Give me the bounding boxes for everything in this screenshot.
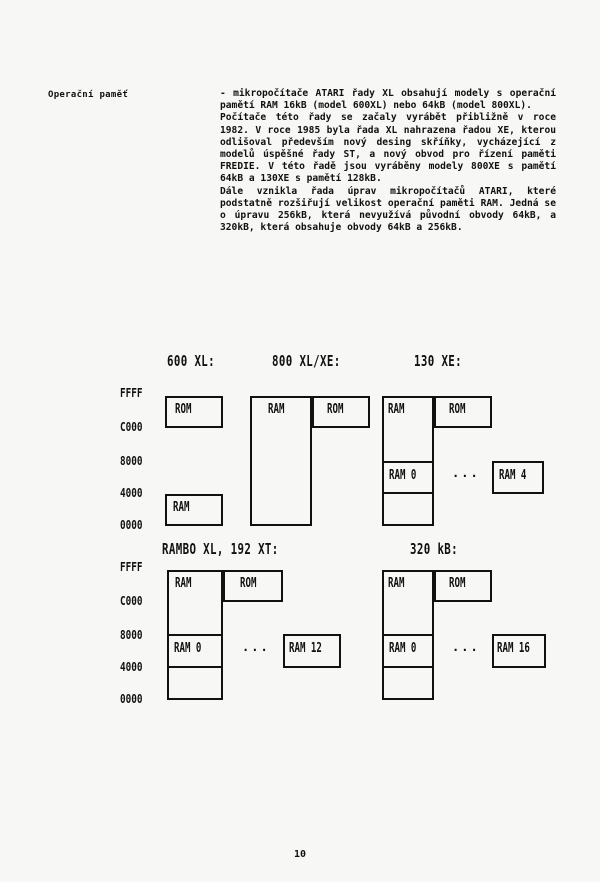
label-rambo-ram0: RAM 0 [174,641,202,656]
addr-4000-top: 4000 [120,486,143,500]
dots-rambo: ··· [242,643,270,657]
paragraph-2: Počítače této řady se začaly vyrábět přibližně v roce 1982. V roce 1985 byla řada XL nahrazena řadou XE, kterou odlišoval především nový desing skříňky, vycházející z modelů úspěšné řady ST, a nový obvod pro řízení paměti FREDIE. V této řadě jsou vyráběny modely 800XE s pamětí 64kB a 130XE s pamětí 128kB. [220,112,556,185]
addr-8000-bottom: 8000 [120,628,143,642]
paragraph-1: - mikropočítače ATARI řady XL obsahují modely s operační pamětí RAM 16kB (model 600XL) nebo 64kB (model 800XL). [220,88,556,112]
label-320-ram16: RAM 16 [497,641,530,656]
label-800-ram: RAM [268,402,285,417]
label-rambo-rom: ROM [240,576,257,591]
label-130-ram: RAM [388,402,405,417]
box-600-rom [165,396,223,428]
section-heading: Operační paměť [48,90,129,100]
addr-ffff-bottom: FFFF [120,560,143,574]
label-600-ram: RAM [173,500,190,515]
dots-320: ··· [452,643,480,657]
addr-4000-bottom: 4000 [120,660,143,674]
title-320kb: 320 kB: [410,540,459,558]
label-320-ram: RAM [388,576,405,591]
dots-130: ··· [452,469,480,483]
page-number: 10 [294,849,307,860]
label-320-rom: ROM [449,576,466,591]
body-text [220,88,556,234]
title-600xl: 600 XL: [167,352,216,370]
label-600-rom: ROM [175,402,192,417]
label-130-rom: ROM [449,402,466,417]
addr-0000-top: 0000 [120,518,143,532]
label-800-rom: ROM [327,402,344,417]
addr-8000-top: 8000 [120,454,143,468]
title-130xe: 130 XE: [414,352,463,370]
title-rambo: RAMBO XL, 192 XT: [162,540,279,558]
addr-ffff-top: FFFF [120,386,143,400]
label-130-ram4: RAM 4 [499,468,527,483]
addr-c000-top: C000 [120,420,143,434]
addr-c000-bottom: C000 [120,594,143,608]
label-rambo-ram12: RAM 12 [289,641,322,656]
label-rambo-ram: RAM [175,576,192,591]
title-800xl: 800 XL/XE: [272,352,341,370]
paragraph-3: Dále vznikla řada úprav mikropočítačů ATARI, které podstatně rozšiřují velikost operační paměti RAM. Jedná se o úpravu 256kB, která nevyužívá původní obvody 64kB, a 320kB, která obsahuje obvody 64kB a 256kB. [220,185,556,234]
addr-0000-bottom: 0000 [120,692,143,706]
label-320-ram0: RAM 0 [389,641,417,656]
label-130-ram0: RAM 0 [389,468,417,483]
